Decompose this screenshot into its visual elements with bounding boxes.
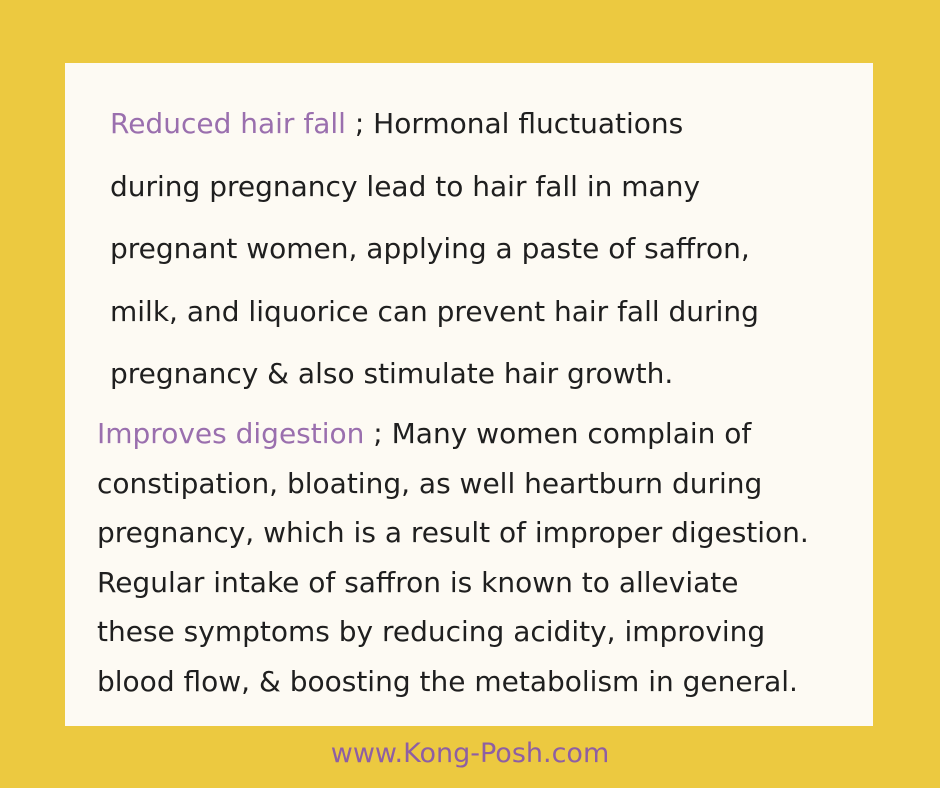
paragraph-line: pregnancy, which is a result of improper digestion.: [97, 516, 809, 549]
paragraph-line: pregnant women, applying a paste of saffron,: [110, 232, 750, 265]
paragraph-line: [110, 93, 759, 156]
paragraph-line: [97, 409, 809, 459]
improves-digestion-paragraph: [97, 409, 809, 706]
paragraph-line: Regular intake of saffron is known to alleviate: [97, 565, 739, 599]
reduced-hair-fall-paragraph: [110, 93, 759, 406]
paragraph-line: constipation, bloating, as well heartburn during: [97, 466, 763, 500]
paragraph-text: ; Many women complain of: [364, 417, 752, 450]
reduced-hair-fall-heading: Reduced hair fall: [110, 107, 346, 140]
paragraph-line: these symptoms by reducing acidity, improving: [97, 615, 766, 648]
content-card: [65, 63, 873, 726]
paragraph-line: during pregnancy lead to hair fall in many: [110, 169, 701, 203]
paragraph-line: blood flow, & boosting the metabolism in general.: [97, 664, 798, 698]
paragraph-line: milk, and liquorice can prevent hair fall during: [110, 294, 759, 328]
paragraph-text: ; Hormonal fluctuations: [345, 107, 684, 140]
paragraph-line: pregnancy & also stimulate hair growth.: [110, 357, 674, 390]
improves-digestion-heading: Improves digestion: [97, 417, 365, 450]
website-url: www.Kong-Posh.com: [330, 738, 610, 769]
